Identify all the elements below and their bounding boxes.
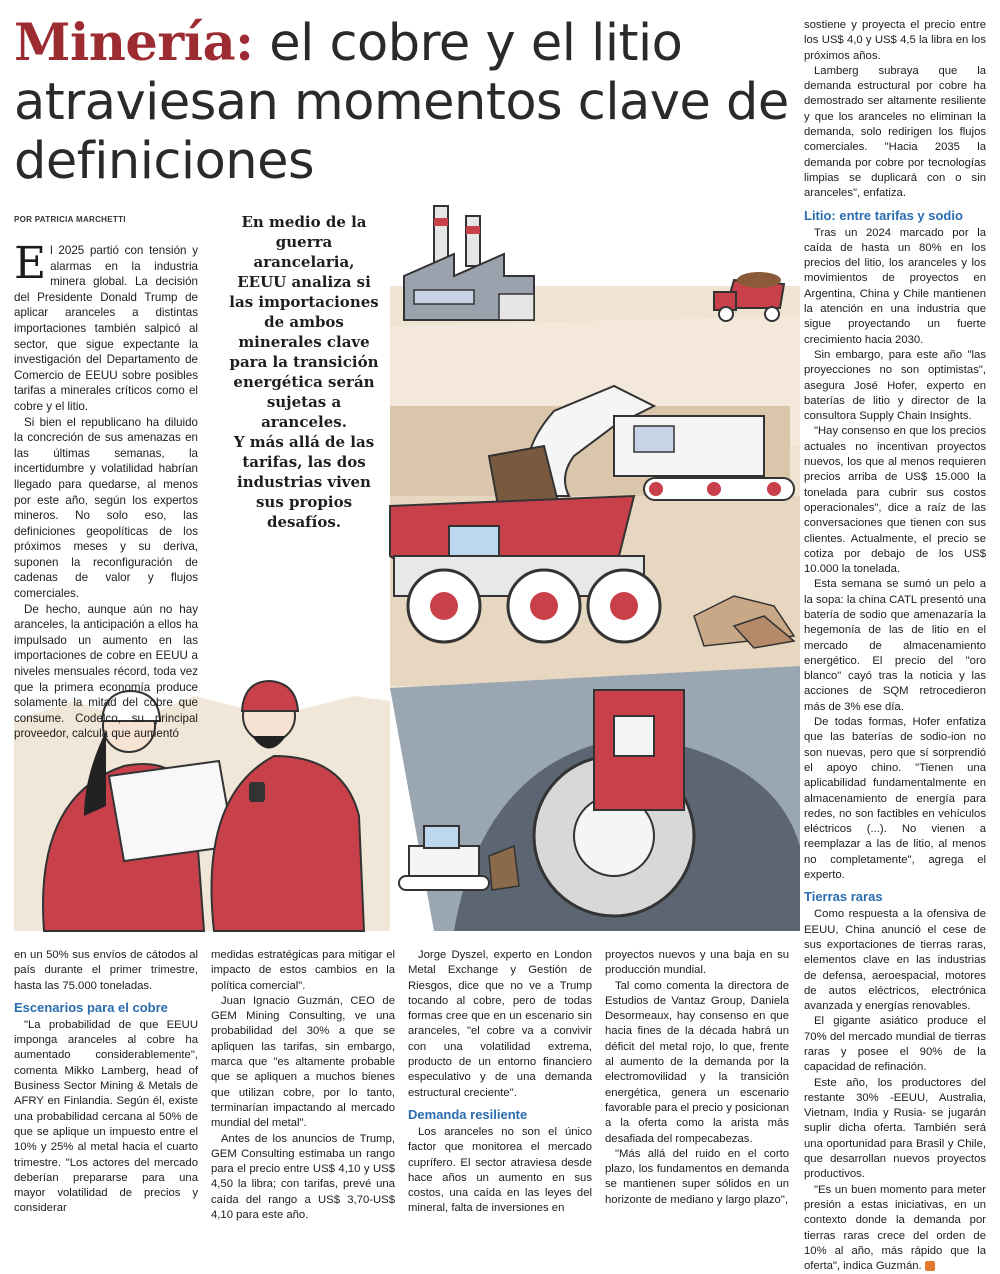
article-column-right	[804, 18, 986, 1274]
paragraph: "La probabilidad de que EEUU imponga aranceles al cobre ha aumentado considerablemente", comenta Mikko Lamberg, head of Business Sector Mining & Metals de AFRY en Finlandia. Según él, existe una probabilidad cercana al 50% de que se aplique un impuesto entre el 10% y 25% al metal hacia el cuarto trimestre. "Los actores del mercado deberían prepararse para una mayor volatilidad de precios y considerar	[14, 1018, 198, 1215]
paragraph: Lamberg subraya que la demanda estructural por cobre ha demostrado ser altamente resiliente y que los aranceles no eliminan la demanda, solo redirigen los flujos comerciales. "Hacia 2035 la demanda por cobre por tecnologías limpias se duplicará con o sin aranceles", enfatiza.	[804, 64, 986, 200]
paragraph: medidas estratégicas para mitigar el impacto de estos cambios en la política comercial".	[211, 949, 395, 992]
paragraph: De todas formas, Hofer enfatiza que las baterías de sodio-ion no son nuevas, pero que sí sorprendió el apoyo chino. "Tienen una aplicabilidad fundamentalmente en almacenamiento de energía para redes, no son factibles en vehículos eléctricos (...). No vienen a reemplazar a las de litio, al menos no completamente", agrega el experto.	[804, 716, 986, 882]
paragraph: Tal como comenta la directora de Estudios de Vantaz Group, Daniela Desormeaux, hay consenso en que hacia fines de la década habrá un déficit del metal rojo, lo que, frente al aumento de la demanda por la electromovilidad y la transición energética, genera un escenario favorable para el precio y posicionan a la oferta como la arista más desafiada del rompecabezas.	[605, 979, 789, 1145]
paragraph: Sin embargo, para este año "las proyecciones no son optimistas", asegura José Hofer, experto en baterías de litio y director de la consultora Supply Chain Insights.	[804, 348, 986, 423]
pull-quote-line: En medio de la guerra arancelaria, EEUU analiza si las importaciones de ambos minerales clave para la transición energética serán sujetas a aranceles.	[229, 213, 379, 431]
subhead-litio: Litio: entre tarifas y sodio	[804, 207, 963, 223]
paragraph: Esta semana se sumó un pelo a la sopa: la china CATL presentó una batería de sodio que amenazaría la hegemonía de las de litio en el mercado de almacenamiento energético. El precio del "oro blanco" cayó tras la noticia y las acciones de SQM retrocedieron más de 3% ese día.	[804, 578, 986, 713]
byline: POR PATRICIA MARCHETTI	[14, 215, 126, 224]
paragraph: Juan Ignacio Guzmán, CEO de GEM Mining Consulting, ve una probabilidad del 30% a que se apliquen las tarifas, sin embargo, marca que "es altamente probable que se apliquen a muchos bienes que utilizan cobre, por lo tanto, terminarían impactando al mercado mundial del metal".	[211, 994, 395, 1130]
headline	[14, 14, 794, 191]
paragraph: proyectos nuevos y una baja en su producción mundial.	[605, 949, 789, 977]
paragraph: Los aranceles no son el único factor que monitorea el mercado cuprífero. El sector atraviesa desde hace años un aumento en sus costos, una caída en las leyes del mineral, falta de inversiones en	[408, 1125, 592, 1215]
subhead-tierras-raras: Tierras raras	[804, 889, 883, 905]
factory-icon	[404, 206, 534, 320]
paragraph: Como respuesta a la ofensiva de EEUU, China anunció el cese de sus exportaciones de tierras raras, elementos clave en las industrias de defensa, aeroespacial, motores de autos eléctricos, electrónica avanzada y energías renovables.	[804, 908, 986, 1013]
subhead-escenarios: Escenarios para el cobre	[14, 999, 168, 1015]
paragraph: l 2025 partió con tensión y alarmas en la industria minera global. La decisión del Presidente Donald Trump de aplicar aranceles a distintas importaciones también salpicó al sector, que sigue expectante la investigación del Departamento de Comercio de EEUU sobre posibles tarifas a minerales críticos como el cobre y el litio.	[14, 244, 198, 413]
paragraph: "Hay consenso en que los precios actuales no incentivan proyectos nuevos, los que al menos requieren precios arriba de US$ 15.000 la tonelada para cubrir sus costos operacionales", dice a raíz de las conversaciones que tienen con sus clientes. Actualmente, el precio se cotiza por debajo de los US$ 10.000 la tonelada.	[804, 425, 986, 576]
article-column-1	[14, 238, 198, 742]
paragraph: "Más allá del ruido en el corto plazo, los fundamentos en demanda se mantienen super sólidos en un horizonte de mediano y largo plazo",	[605, 1147, 789, 1206]
drop-cap: E	[14, 238, 47, 289]
article-column-2	[14, 948, 198, 1217]
paragraph: Antes de los anuncios de Trump, GEM Consulting estimaba un rango para el precio entre US$ 4,10 y US$ 4,50 la libra; con tarifas, prevé una caída del rango a US$ 3,70-US$ 4,10 para este año.	[211, 1132, 395, 1222]
pull-quote-line: Y más allá de las tarifas, las dos industrias viven sus propios desafíos.	[233, 433, 375, 531]
paragraph: Jorge Dyszel, experto en London Metal Exchange y Gestión de Riesgos, dice que no ve a Trump tocando al cobre, pero de todas formas cree que en un escenario sin aranceles, "el cobre va a convivir con una volatilidad extrema, producto de un entorno financiero especulativo y de una demanda estructural creciente".	[408, 949, 592, 1099]
headline-rest: el cobre y el litio atraviesan momentos clave de definiciones	[14, 14, 789, 191]
dump-truck-icon	[390, 496, 660, 642]
pull-quote	[228, 212, 380, 532]
article-column-4	[408, 948, 592, 1217]
headline-keyword: Minería:	[14, 13, 254, 73]
paragraph: sostiene y proyecta el precio entre los US$ 4,0 y US$ 4,5 la libra en los próximos años.	[804, 19, 986, 62]
paragraph: Tras un 2024 marcado por la caída de hasta un 80% en los precios del litio, los aranceles y los movimientos de proyectos en Argentina, China y Chile mantienen la atención en una industria que sigue proyectando un fuerte crecimiento hacia 2030.	[804, 226, 986, 346]
paragraph: Si bien el republicano ha diluido la concreción de sus amenazas en las últimas semanas, la incertidumbre y volatilidad habrían llegado para quedarse, al menos por este año, según los expertos mineros. No solo eso, las definiciones geopolíticas de los próximos meses y su deriva, suponen la reconfiguración de cadenas de valor y flujos comerciales.	[14, 415, 198, 601]
end-mark-icon	[925, 1261, 935, 1271]
paragraph-text: "Es un buen momento para meter presión a estas iniciativas, en un contexto donde la demanda por tierras raras crece del orden de 10% al año, más rápido que la oferta", indica Guzmán.	[804, 1183, 986, 1273]
article-column-5	[605, 948, 789, 1208]
paragraph	[804, 1183, 986, 1274]
article-column-3	[211, 948, 395, 1223]
paragraph: Este año, los productores del restante 30% -EEUU, Australia, Vietnam, India y Rusia- se jugarán suplir dicha oferta. También será una oportunidad para Brasil y Chile, que desarrollan nuevos proyectos productivos.	[804, 1076, 986, 1181]
paragraph: El gigante asiático produce el 70% del mercado mundial de tierras raras y posee el 90% de la capacidad de refinación.	[804, 1015, 986, 1074]
paragraph: De hecho, aunque aún no hay aranceles, la anticipación a ellos ha impulsado un aumento en las importaciones de cobre en EEUU a niveles mensuales récord, toda vez que la primera economía produce solamente la mitad del cobre que consume. Codelco, su principal proveedor, calcula que aumentó	[14, 602, 198, 741]
paragraph: en un 50% sus envíos de cátodos al país durante el primer trimestre, hasta las 75.000 toneladas.	[14, 949, 198, 992]
subhead-demanda: Demanda resiliente	[408, 1106, 528, 1122]
